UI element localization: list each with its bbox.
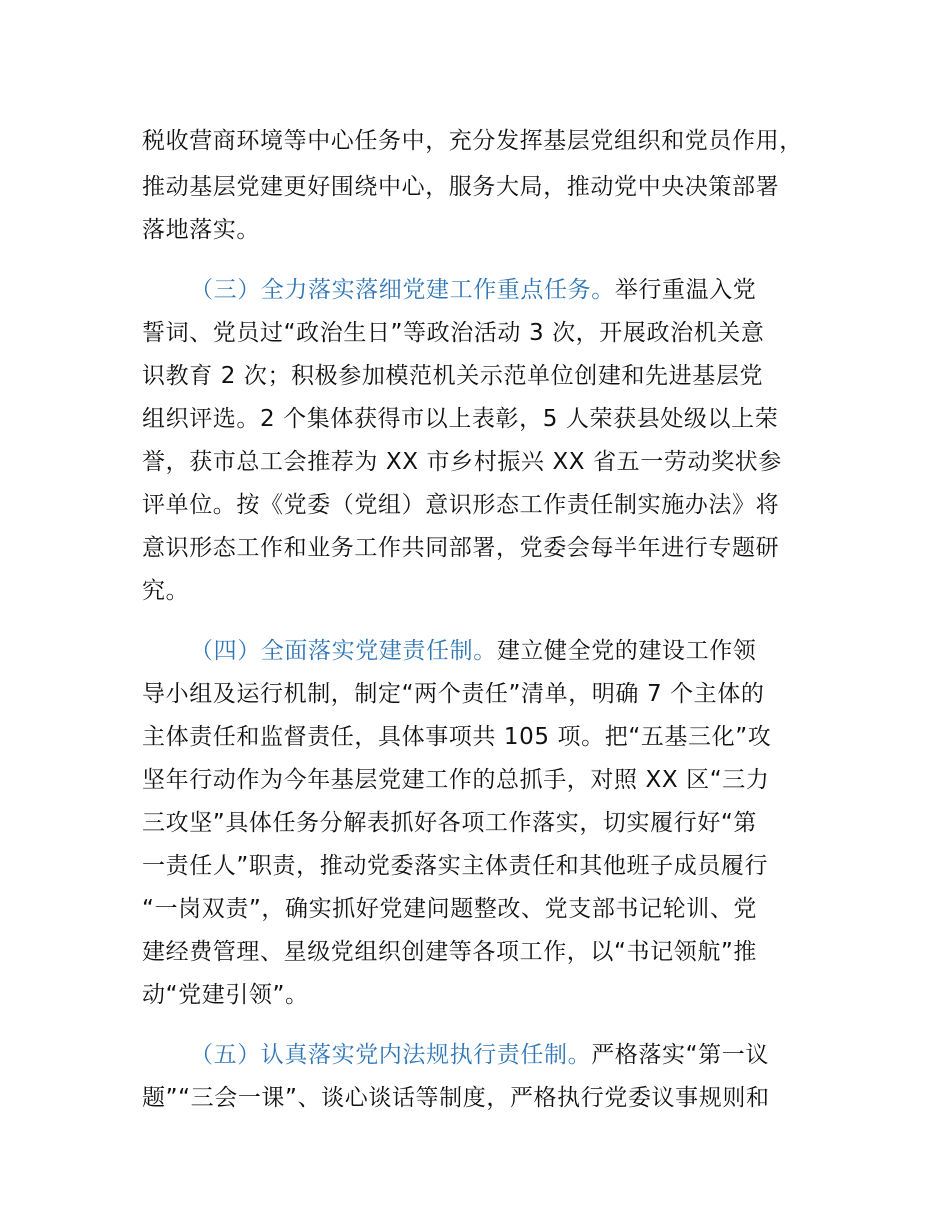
body-line: 主体责任和监督责任，具体事项共 105 项。把“五基三化”攻 xyxy=(142,724,772,750)
body-line: 税收营商环境等中心任务中，充分发挥基层党组织和党员作用， xyxy=(142,128,803,154)
body-line: 究。 xyxy=(142,578,190,604)
body-line: 识教育 2 次；积极参加模范机关示范单位创建和先进基层党 xyxy=(142,363,764,389)
section-3-first-line-rest: 举行重温入党 xyxy=(614,277,757,303)
section-3-first-line xyxy=(190,275,756,305)
body-line: “一岗双责”，确实抓好党建问题整改、党支部书记轮训、党 xyxy=(142,896,758,922)
body-line: 组织评选。2 个集体获得市以上表彰，5 人荣获县处级以上荣 xyxy=(142,406,779,432)
body-line: 动“党建引领”。 xyxy=(142,982,309,1008)
body-line: 誓词、党员过“政治生日”等政治活动 3 次，开展政治机关意 xyxy=(142,320,765,346)
body-line: 落地落实。 xyxy=(142,217,260,243)
body-line: 誉，获市总工会推荐为 XX 市乡村振兴 XX 省五一劳动奖状参 xyxy=(142,449,782,475)
section-5-first-line-rest: 严格落实“第一议 xyxy=(591,1042,769,1068)
section-4-heading: （四）全面落实党建责任制。 xyxy=(190,638,497,664)
body-line: 建经费管理、星级党组织创建等各项工作，以“书记领航”推 xyxy=(142,939,758,965)
body-line: 推动基层党建更好围绕中心，服务大局，推动党中央决策部署 xyxy=(142,174,780,200)
body-line: 三攻坚”具体任务分解表抓好各项工作落实，切实履行好“第 xyxy=(142,810,758,836)
body-line: 坚年行动作为今年基层党建工作的总抓手，对照 XX 区“三力 xyxy=(142,767,770,793)
section-3-heading: （三）全力落实落细党建工作重点任务。 xyxy=(190,277,615,303)
section-4-first-line-rest: 建立健全党的建设工作领 xyxy=(496,638,757,664)
section-5-heading: （五）认真落实党内法规执行责任制。 xyxy=(190,1042,592,1068)
body-line: 题”“三会一课”、谈心谈话等制度，严格执行党委议事规则和 xyxy=(142,1085,770,1111)
body-line: 评单位。按《党委（党组）意识形态工作责任制实施办法》将 xyxy=(142,492,780,518)
body-line: 意识形态工作和业务工作共同部署，党委会每半年进行专题研 xyxy=(142,535,780,561)
section-5-first-line xyxy=(190,1040,769,1070)
section-4-first-line xyxy=(190,636,756,666)
body-line: 一责任人”职责，推动党委落实主体责任和其他班子成员履行 xyxy=(142,853,769,879)
body-line: 导小组及运行机制，制定“两个责任”清单，明确 7 个主体的 xyxy=(142,681,765,707)
